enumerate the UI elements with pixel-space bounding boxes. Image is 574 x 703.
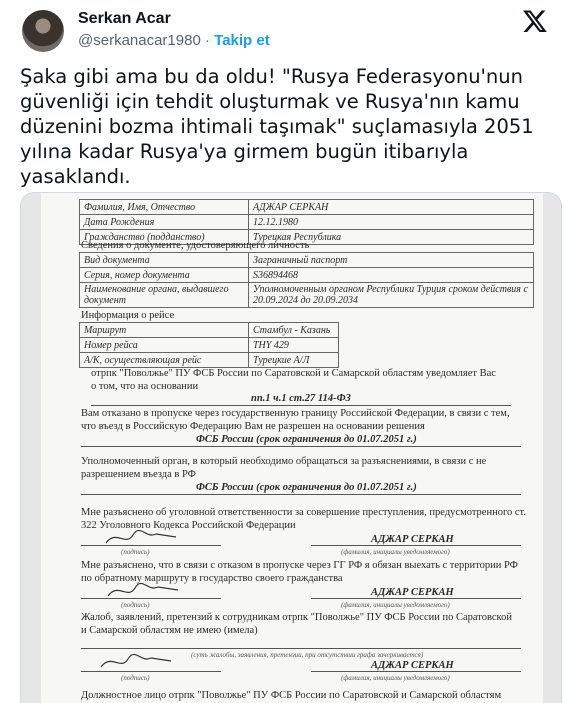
table-row [80, 353, 339, 368]
field-value: Стамбул - Казань [249, 323, 339, 338]
table-row [80, 323, 339, 338]
field-value: Уполномоченным органом Республики Турция сроком действия с 20.09.2024 до 20.09.2034 [249, 283, 534, 308]
field-label: Гражданство (подданство) [80, 230, 249, 245]
refusal-line-2: что въезд в Российскую Федерацию Вам не разрешен на основании решения [81, 421, 425, 432]
follow-button[interactable]: Takip et [214, 32, 270, 49]
notice-line-1: отрпк "Поволжье" ПУ ФСБ России по Саратовской и Самарской областям уведомляет Вас [91, 368, 496, 379]
tweet-text: Şaka gibi ama bu da oldu! "Rusya Federasyonu'nun güvenliği için tehdit oluşturmak ve Rusya'nın kamu düzenini bozma ihtimali taşımak" suçlamasıyla 2051 yılına kadar Rusya'ya girmem bugün itibarıyla yasaklandı. [20, 65, 534, 188]
signature-line [81, 545, 221, 546]
notice-line-2: о том, что на основании [91, 381, 199, 392]
complaint-line-1: Жалоб, заявлений, претензий к сотрудникам отрпк "Поволжье" ПУ ФСБ России по Саратовской [81, 612, 512, 623]
separator-dot: · [204, 32, 210, 49]
field-label: А/К, осуществляющая рейс [80, 353, 249, 368]
liability-line-2: 322 Уголовного Кодекса Российской Федерации [81, 520, 296, 531]
signature-line [81, 671, 221, 672]
trip-table [79, 322, 339, 368]
x-logo-icon[interactable] [522, 8, 548, 34]
signature-line [81, 598, 221, 599]
signed-name: АДЖАР СЕРКАН [371, 660, 454, 671]
officer-line: Должностное лицо отрпк "Поволжье" ПУ ФСБ России по Саратовской и Самарской областям [81, 690, 502, 701]
document-page [41, 193, 543, 703]
field-label: Вид документа [80, 253, 249, 268]
fsb-term-1: ФСБ России (срок ограничения до 01.07.2051 г.) [196, 434, 417, 445]
signature-caption: (подпись) [121, 674, 150, 682]
name-caption: (фамилия, инициалы уведомляемого) [341, 674, 450, 682]
complaint-line-2: и Самарской областям не имею (имела) [81, 625, 258, 636]
field-value: 12.12.1980 [249, 215, 534, 230]
liability-line-1: Мне разъяснено об уголовной ответственности за совершение преступления, предусмотренного ст. [81, 507, 526, 518]
fsb-term-2: ФСБ России (срок ограничения до 01.07.2051 г.) [196, 482, 417, 493]
doc-section-title: Сведения о документе, удостоверяющего личность [81, 240, 310, 251]
refusal-line-1: Вам отказано в пропуске через государственную границу Российской Федерации, в связи с тем, [81, 408, 510, 419]
field-label: Номер рейса [80, 338, 249, 353]
avatar[interactable] [22, 10, 64, 52]
legal-basis: пп.1 ч.1 ст.27 114-ФЗ [251, 393, 351, 404]
complaint-caption: (суть жалобы, заявления, претензии, при отсутствии графа зачеркивается) [191, 651, 424, 659]
field-value: S36894468 [249, 268, 534, 283]
field-label: Наименование органа, выдавшего документ [80, 283, 249, 308]
signed-name: АДЖАР СЕРКАН [371, 534, 454, 545]
table-row [80, 215, 534, 230]
authority-line-1: Уполномоченный орган, в который необходимо обращаться за разъяснениями, в связи с не [81, 456, 487, 467]
table-row [80, 338, 339, 353]
trip-section-title: Информация о рейсе [81, 310, 175, 321]
exit-line-2: по обратному маршруту в государство своего гражданства [81, 573, 343, 584]
field-value: Заграничный паспорт [249, 253, 534, 268]
field-value: АДЖАР СЕРКАН [249, 200, 534, 215]
authority-line-2: разрешением въезда в РФ [81, 469, 196, 480]
author-name[interactable]: Serkan Acar [78, 10, 171, 27]
name-caption: (фамилия, инициалы уведомляемого) [341, 548, 450, 556]
attached-image[interactable] [20, 192, 562, 703]
author-handle-row [78, 32, 270, 49]
author-handle[interactable]: @serkanacar1980 [78, 32, 201, 49]
table-row [80, 283, 534, 308]
signature-icon [96, 649, 176, 673]
divider [81, 494, 521, 495]
exit-line-1: Мне разъяснено, что в связи с отказом в пропуске через ГГ РФ я обязан выехать с территории РФ [81, 560, 518, 571]
field-label: Фамилия, Имя, Отчество [80, 200, 249, 215]
field-label: Серия, номер документа [80, 268, 249, 283]
field-value: Турецкая Республика [249, 230, 534, 245]
document-table [79, 252, 534, 308]
signed-name: АДЖАР СЕРКАН [371, 587, 454, 598]
field-label: Дата Рождения [80, 215, 249, 230]
tweet-header [0, 0, 574, 62]
signature-caption: (подпись) [121, 548, 150, 556]
field-value: THY 429 [249, 338, 339, 353]
divider [81, 446, 521, 447]
signature-caption: (подпись) [121, 601, 150, 609]
name-caption: (фамилия, инициалы уведомляемого) [341, 601, 450, 609]
table-row [80, 200, 534, 215]
divider [91, 405, 511, 406]
table-row [80, 268, 534, 283]
table-row [80, 253, 534, 268]
field-label: Маршрут [80, 323, 249, 338]
field-value: Турецкие А/Л [249, 353, 339, 368]
